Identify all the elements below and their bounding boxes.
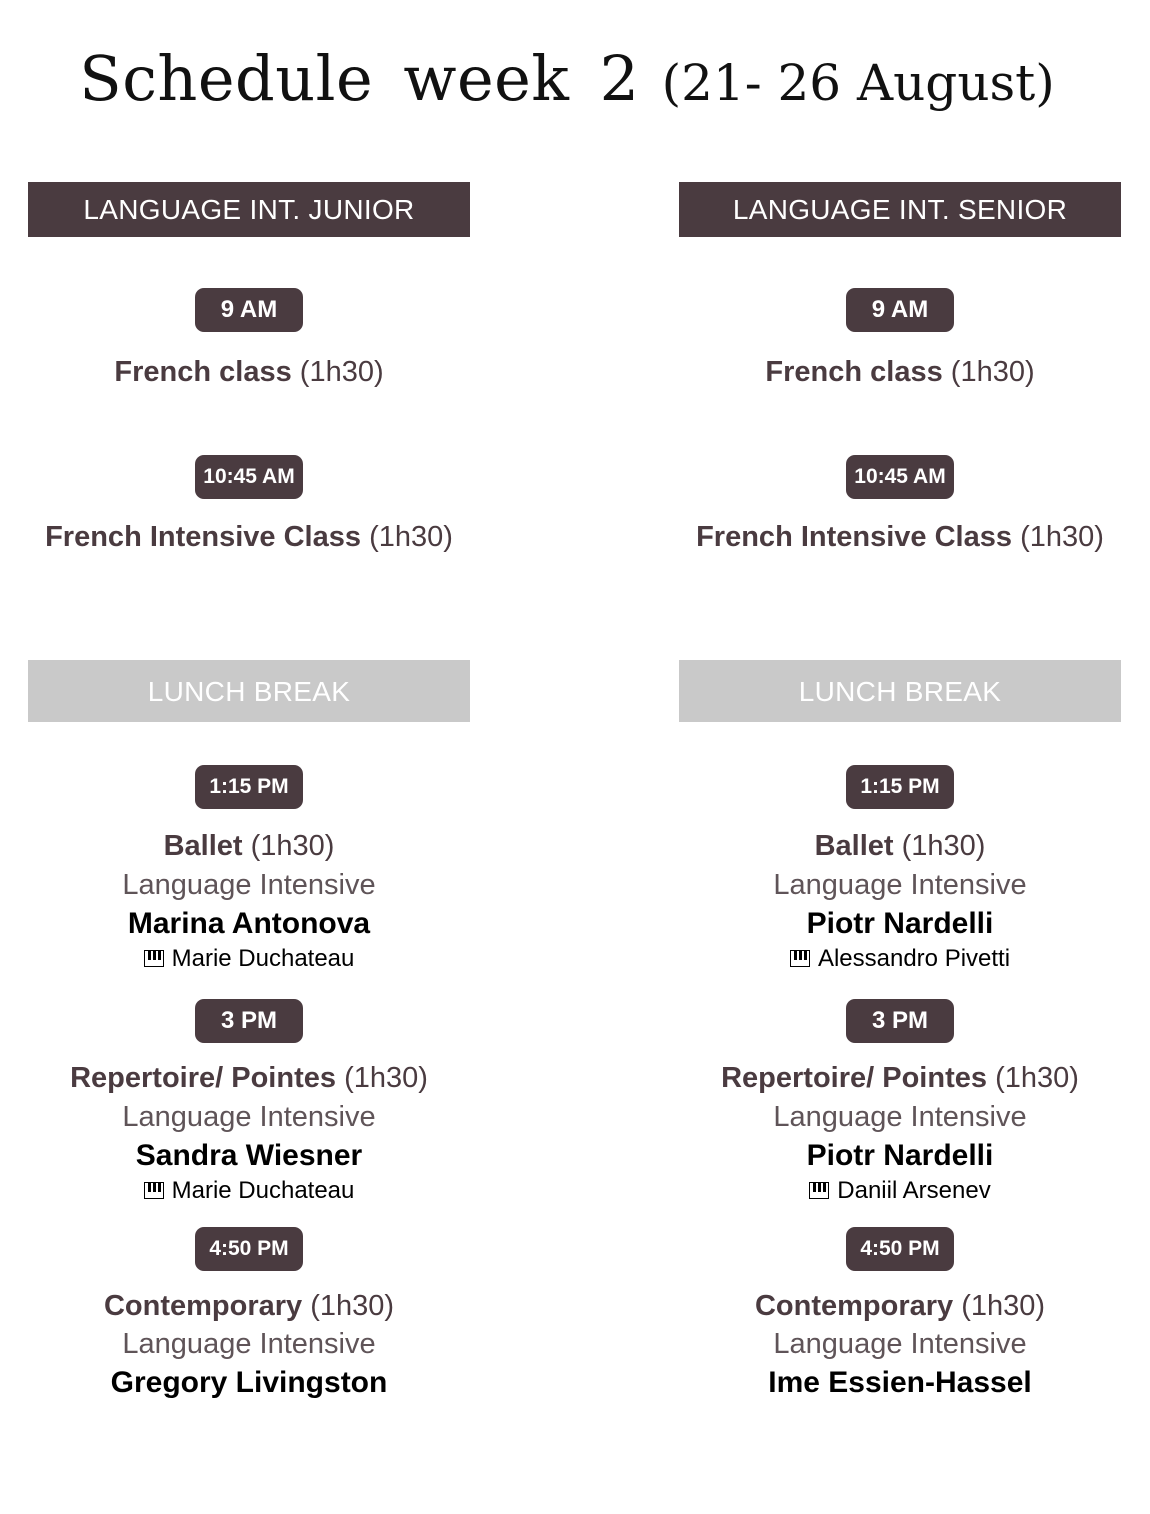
- class-name: Contemporary: [754, 1290, 954, 1322]
- class-line: [639, 356, 1150, 389]
- time-badge: 9 AM: [195, 288, 303, 332]
- class-duration: (1h30): [344, 1062, 428, 1094]
- program-label: Language Intensive: [122, 1328, 376, 1360]
- lunch-break-bar: LUNCH BREAK: [28, 660, 470, 722]
- program-label: Language Intensive: [122, 1101, 376, 1133]
- class-line: [0, 521, 510, 554]
- teacher-name: Gregory Livingston: [110, 1366, 388, 1399]
- class-duration: (1h30): [995, 1062, 1079, 1094]
- pianist-line: [639, 945, 1150, 973]
- pianist-line: [0, 1177, 510, 1205]
- teacher-name: Marina Antonova: [127, 907, 371, 940]
- pianist-line: [639, 1177, 1150, 1205]
- class-name: French Intensive Class: [696, 521, 1012, 553]
- program-label: Language Intensive: [773, 1101, 1027, 1133]
- time-badge: 10:45 AM: [846, 455, 954, 499]
- class-line: [0, 1290, 510, 1323]
- column-header: LANGUAGE INT. JUNIOR: [28, 182, 470, 237]
- class-duration: (1h30): [901, 830, 986, 862]
- time-badge: 1:15 PM: [846, 765, 954, 809]
- class-name: French class: [114, 356, 292, 388]
- teacher-name: Piotr Nardelli: [806, 907, 994, 940]
- class-line: [639, 830, 1150, 863]
- pianist-name: Marie Duchateau: [171, 945, 355, 972]
- pianist-name: Alessandro Pivetti: [817, 945, 1011, 972]
- program-label: Language Intensive: [773, 1328, 1027, 1360]
- time-badge: 1:15 PM: [195, 765, 303, 809]
- class-name: Contemporary: [103, 1290, 303, 1322]
- time-badge: 10:45 AM: [195, 455, 303, 499]
- teacher-name: Piotr Nardelli: [806, 1139, 994, 1172]
- time-badge: 3 PM: [846, 999, 954, 1043]
- class-duration: (1h30): [310, 1290, 395, 1322]
- pianist-name: Marie Duchateau: [171, 1177, 355, 1204]
- piano-keys-icon: [144, 950, 164, 967]
- time-badge: 4:50 PM: [195, 1227, 303, 1271]
- class-duration: (1h30): [369, 521, 453, 553]
- class-duration: (1h30): [950, 356, 1035, 388]
- pianist-name: Daniil Arsenev: [837, 1177, 991, 1204]
- class-name: French class: [765, 356, 943, 388]
- class-name: Ballet: [163, 830, 243, 862]
- class-line: [0, 1062, 510, 1095]
- piano-keys-icon: [790, 950, 810, 967]
- page-title: [0, 42, 1134, 115]
- program-label: Language Intensive: [773, 869, 1027, 901]
- time-badge: 9 AM: [846, 288, 954, 332]
- piano-keys-icon: [144, 1182, 164, 1199]
- class-name: Ballet: [814, 830, 894, 862]
- lunch-break-bar: LUNCH BREAK: [679, 660, 1121, 722]
- class-line: [0, 356, 510, 389]
- time-badge: 4:50 PM: [846, 1227, 954, 1271]
- class-line: [639, 521, 1150, 554]
- class-line: [639, 1062, 1150, 1095]
- class-duration: (1h30): [1020, 521, 1104, 553]
- class-name: Repertoire/ Pointes: [70, 1062, 336, 1094]
- pianist-line: [0, 945, 510, 973]
- time-badge: 3 PM: [195, 999, 303, 1043]
- column-header: LANGUAGE INT. SENIOR: [679, 182, 1121, 237]
- class-name: French Intensive Class: [45, 521, 361, 553]
- class-duration: (1h30): [299, 356, 384, 388]
- title-dates: (21- 26 August): [661, 54, 1055, 112]
- title-main: Schedule week 2: [79, 42, 640, 115]
- class-duration: (1h30): [961, 1290, 1046, 1322]
- class-line: [639, 1290, 1150, 1323]
- class-name: Repertoire/ Pointes: [721, 1062, 987, 1094]
- teacher-name: Ime Essien-Hassel: [768, 1366, 1032, 1399]
- class-line: [0, 830, 510, 863]
- class-duration: (1h30): [250, 830, 335, 862]
- program-label: Language Intensive: [122, 869, 376, 901]
- piano-keys-icon: [809, 1182, 829, 1199]
- teacher-name: Sandra Wiesner: [135, 1139, 363, 1172]
